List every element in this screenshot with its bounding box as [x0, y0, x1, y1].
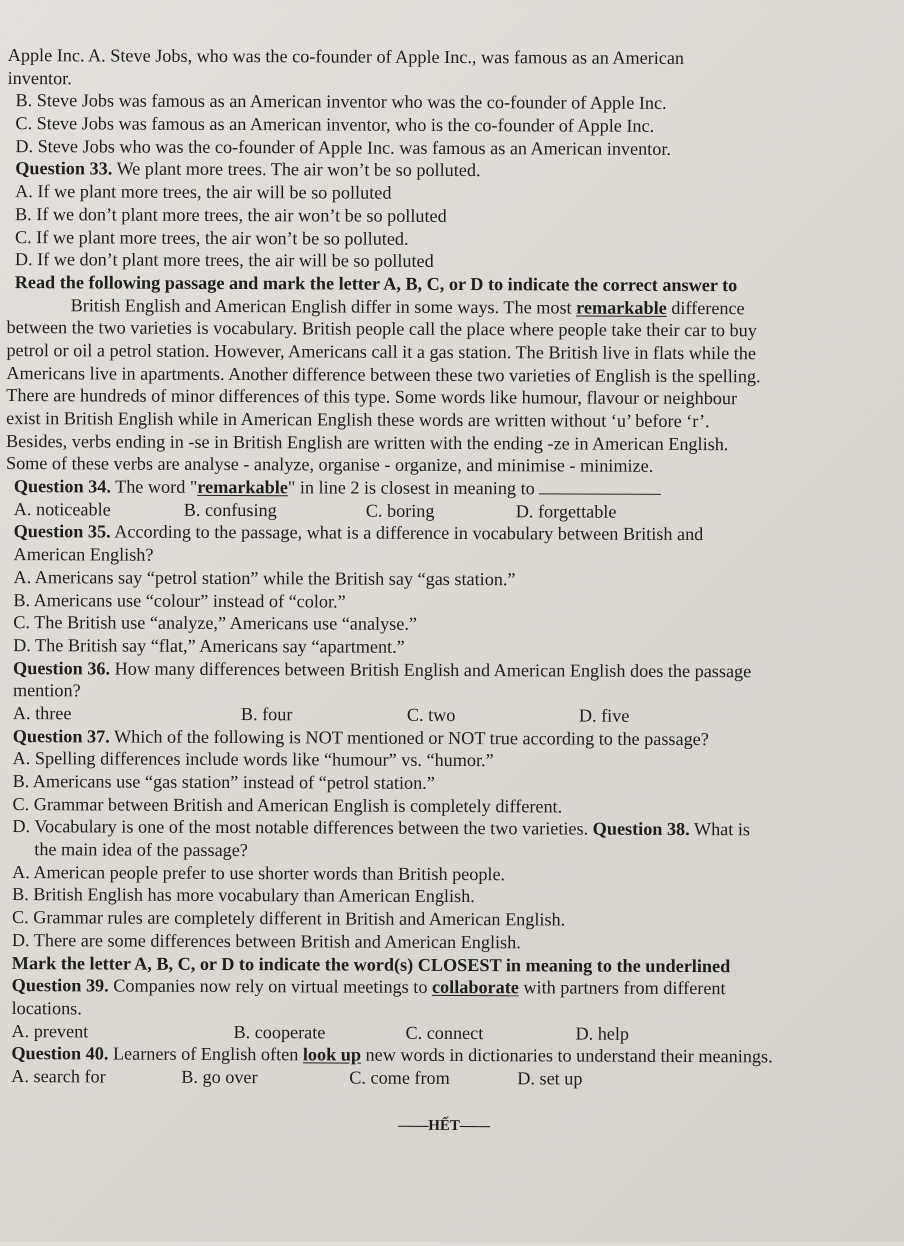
q32-option-a-cont: inventor. [7, 67, 72, 89]
passage-underlined-word: remarkable [576, 297, 667, 318]
synonym-instruction: Mark the letter A, B, C, or D to indicate the word(s) CLOSEST in meaning to the underlined [11, 952, 731, 976]
q36-option-b: B. four [240, 703, 293, 725]
q36-option-a: A. three [12, 703, 72, 724]
q32-option-c: C. Steve Jobs was famous as an American inventor, who is the co-founder of Apple Inc. [15, 113, 655, 136]
q40-label: Question 40. [11, 1043, 109, 1064]
q32-option-b: B. Steve Jobs was famous as an American inventor who was the co-founder of Apple Inc. [15, 90, 667, 114]
passage-line-6: exist in British English while in American English these words are written without ‘u’ before ‘r’. [6, 408, 710, 432]
q36-option-c: C. two [406, 704, 456, 725]
q39-text-a: Companies now rely on virtual meetings to [108, 975, 433, 998]
q33-option-a: A. If we plant more trees, the air will be so polluted [15, 181, 392, 203]
q36-option-d: D. five [578, 705, 630, 726]
q40-underlined-phrase: look up [302, 1044, 362, 1065]
q33-option-b: B. If we don’t plant more trees, the air won’t be so polluted [15, 203, 447, 226]
q34-option-c: C. boring [365, 500, 435, 521]
q40-option-a: A. search for [11, 1065, 106, 1087]
q38-stem-cont: the main idea of the passage? [34, 839, 248, 861]
q39-option-c: C. connect [405, 1022, 484, 1043]
q35-option-d: D. The British say “flat,” Americans say “apartment.” [13, 634, 405, 657]
q39-option-d: D. help [575, 1023, 630, 1044]
q33-option-d: D. If we don’t plant more trees, the air will be so polluted [14, 249, 434, 272]
q38-label: Question 38. [592, 818, 690, 840]
q40-option-d: D. set up [517, 1068, 583, 1089]
q34-underlined-word: remarkable [197, 476, 288, 498]
q37-text: Which of the following is NOT mentioned or NOT true according to the passage? [109, 726, 709, 749]
q34-option-d: D. forgettable [515, 501, 617, 522]
q40-option-c: C. come from [349, 1067, 450, 1088]
q34-text-a: The word " [110, 476, 198, 497]
q35-option-b: B. Americans use “colour” instead of “color.” [13, 589, 346, 612]
q37-option-a: A. Spelling differences include words like “humour” vs. “humor.” [12, 748, 494, 771]
reading-instruction: Read the following passage and mark the letter A, B, C, or D to indicate the correct answer to [14, 271, 738, 296]
q38-option-d: D. There are some differences between British and American English. [11, 929, 521, 953]
q36-options [5, 702, 887, 729]
q39-option-b: B. cooperate [233, 1021, 326, 1042]
q35-stem-cont: American English? [13, 544, 154, 565]
passage-line-3: petrol or oil a petrol station. However, Americans call it a gas station. The British live in flats while the [6, 339, 757, 364]
q38-option-c: C. Grammar rules are completely different in British and American English. [11, 907, 566, 930]
q36-stem-cont: mention? [12, 680, 81, 701]
passage-line-8: Some of these verbs are analyse - analyze, organise - organize, and minimise - minimize. [5, 453, 654, 477]
end-marker: ——HẾT—— [398, 1117, 490, 1134]
q33-text: We plant more trees. The air won’t be so polluted. [112, 158, 481, 181]
q40-text-b: new words in dictionaries to understand their meanings. [360, 1044, 773, 1067]
q38-text: What is [689, 819, 751, 840]
q38-option-a: A. American people prefer to use shorter words than British people. [12, 861, 506, 884]
q39-stem-cont: locations. [11, 997, 82, 1019]
q37-option-c: C. Grammar between British and American English is completely different. [12, 793, 563, 817]
q38-option-b: B. British English has more vocabulary than American English. [12, 884, 475, 907]
q37-option-d: D. Vocabulary is one of the most notable differences between the two varieties. [12, 816, 593, 839]
passage-line-7: Besides, verbs ending in -se in British English are written with the ending -ze in American English. [6, 430, 729, 454]
q39-label: Question 39. [11, 975, 109, 996]
q34-option-b: B. confusing [183, 499, 277, 520]
q40-options [3, 1065, 885, 1092]
q33-label: Question 33. [15, 158, 113, 179]
q39-text-b: with partners from different [518, 977, 726, 999]
q34-answer-blank [539, 481, 661, 495]
q39-option-a: A. prevent [11, 1020, 89, 1041]
q40-text-a: Learners of English often [108, 1043, 303, 1065]
q37-option-b: B. Americans use “gas station” instead of “petrol station.” [12, 771, 435, 793]
q34-label: Question 34. [13, 476, 111, 497]
q35-option-c: C. The British use “analyze,” Americans use “analyse.” [13, 612, 418, 635]
q35-label: Question 35. [13, 521, 111, 542]
q34-option-a: A. noticeable [13, 498, 111, 520]
passage-line-1-b: difference [666, 297, 745, 318]
q33-option-c: C. If we plant more trees, the air won’t be so polluted. [14, 226, 409, 249]
q32-option-a: Apple Inc. A. Steve Jobs, who was the co-founder of Apple Inc., was famous as an American [7, 45, 685, 68]
passage-line-4: Americans live in apartments. Another difference between these two varieties of English is the spelling. [6, 362, 761, 386]
q40-option-b: B. go over [181, 1066, 258, 1088]
q39-stem [4, 974, 886, 1001]
passage-line-5: There are hundreds of minor differences of this type. Some words like humour, flavour or neighbour [6, 385, 738, 409]
passage-line-1-a: British English and American English differ in some ways. The most [70, 294, 577, 318]
q34-text-b: " in line 2 is closest in meaning to [287, 477, 535, 499]
q35-text: According to the passage, what is a difference in vocabulary between British and [110, 521, 704, 545]
q32-option-d: D. Steve Jobs who was the co-founder of Apple Inc. was famous as an American inventor. [15, 135, 672, 159]
q36-text: How many differences between British English and American English does the passage [110, 658, 752, 681]
q36-stem [5, 657, 887, 684]
q39-underlined-word: collaborate [431, 977, 519, 998]
q35-option-a: A. Americans say “petrol station” while the British say “gas station.” [13, 566, 516, 590]
q37-label: Question 37. [12, 725, 110, 747]
passage-line-2: between the two varieties is vocabulary. British people call the place where people take their car to buy [6, 317, 757, 341]
q36-label: Question 36. [13, 657, 111, 679]
